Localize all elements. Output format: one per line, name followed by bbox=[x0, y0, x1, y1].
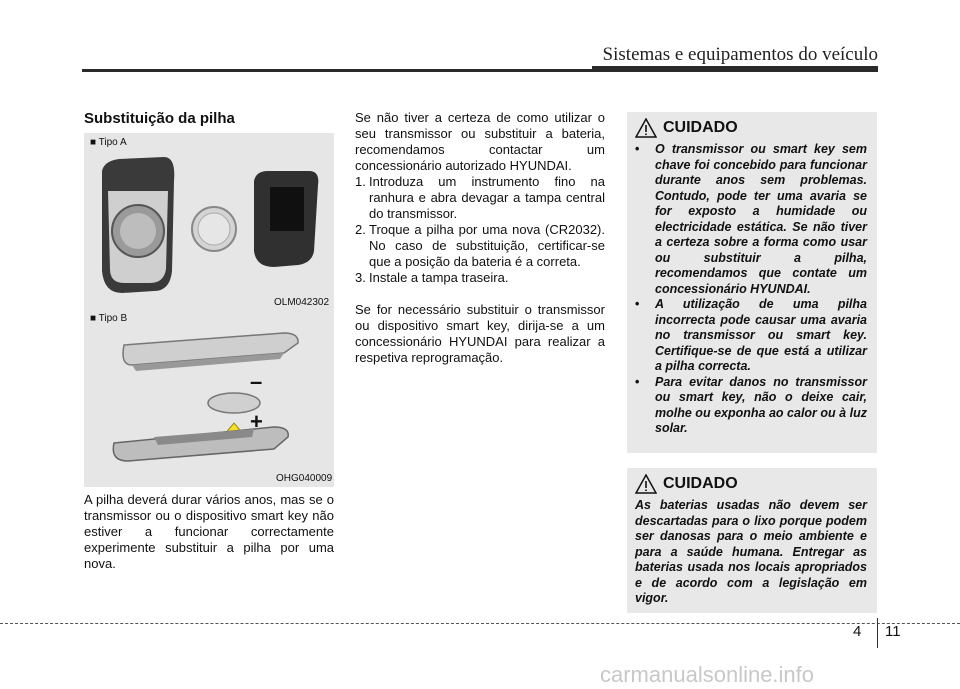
section-title: Substituição da pilha bbox=[84, 110, 235, 127]
figure-code: OLM042302 bbox=[274, 297, 330, 308]
intro-paragraph: Se não tiver a certeza de como utilizar o seu transmissor ou substituir a bateria, recomendamos contactar um concessionário autorizado HYUNDAI. bbox=[355, 110, 605, 173]
figure-label: ■ Tipo B bbox=[90, 313, 128, 324]
figure-code: OHG040009 bbox=[276, 473, 333, 484]
caution-bullet: • Para evitar danos no transmissor ou smart key, não o deixe cair, molhe ou exponha ao calor ou à luz solar. bbox=[635, 375, 867, 437]
footer-rule bbox=[0, 623, 960, 624]
plus-sign: + bbox=[250, 409, 263, 434]
reprogramming-note: Se for necessário substituir o transmissor ou dispositivo smart key, dirija-se a um concessionário HYUNDAI para realizar a respetiva reprogramação. bbox=[355, 302, 605, 365]
figure-tipo-b bbox=[84, 311, 334, 487]
chapter-number: 4 bbox=[853, 623, 862, 640]
caution-bullet: • O transmissor ou smart key sem chave foi concebido para funcionar durante anos sem problemas. Contudo, pode ter uma avaria se for exposto a humidade ou electricidade estática. Se não tiver a certeza sobre a forma como usar ou substituir a pilha, recomendamos que contate um concessionário HYUNDAI. bbox=[635, 142, 867, 297]
page-number: 11 bbox=[885, 623, 901, 640]
caution-bullet: • A utilização de uma pilha incorrecta pode causar uma avaria no transmissor ou smart key. Certifique-se de que está a utilizar a pilha correcta. bbox=[635, 297, 867, 375]
step-text: Introduza um instrumento fino na ranhura e abra devagar a tampa central do transmissor. bbox=[369, 174, 605, 221]
footer-divider bbox=[877, 618, 878, 648]
step-number: 2. bbox=[355, 222, 366, 237]
step-text: Troque a pilha por uma nova (CR2032). No caso de substituição, certificar-se que a posição da bateria é a correta. bbox=[369, 222, 605, 269]
caution-box bbox=[627, 112, 877, 453]
warning-icon bbox=[635, 118, 657, 138]
step-number: 3. bbox=[355, 270, 366, 285]
step-number: 1. bbox=[355, 174, 366, 189]
watermark: carmanualsonline.info bbox=[600, 662, 815, 687]
key-fob-b-illustration bbox=[84, 325, 334, 470]
figure-label: ■ Tipo A bbox=[90, 137, 127, 148]
warning-icon bbox=[635, 474, 657, 494]
instructions-column bbox=[355, 110, 605, 366]
caution-box bbox=[627, 468, 877, 613]
caution-title: CUIDADO bbox=[663, 475, 738, 492]
caution-title: CUIDADO bbox=[663, 119, 738, 136]
step-item bbox=[355, 222, 605, 270]
header-bar bbox=[592, 66, 878, 72]
step-item bbox=[355, 174, 605, 222]
step-item bbox=[355, 270, 605, 286]
battery-life-paragraph: A pilha deverá durar vários anos, mas se o transmissor ou o dispositivo smart key não estiver a funcionar correctamente experimente substituir a pilha por uma nova. bbox=[84, 492, 334, 571]
step-text: Instale a tampa traseira. bbox=[369, 270, 509, 285]
caution-text: As baterias usadas não devem ser descartadas para o lixo porque podem ser danosas para o meio ambiente e para a saúde humana. Entregar as baterias usada nos locais apropriados e de acordo com a legislação em vigor. bbox=[635, 498, 867, 605]
figure-tipo-a bbox=[84, 133, 334, 311]
key-fob-a-illustration bbox=[84, 151, 334, 296]
header-title: Sistemas e equipamentos do veículo bbox=[602, 44, 878, 65]
minus-sign: – bbox=[250, 369, 263, 394]
